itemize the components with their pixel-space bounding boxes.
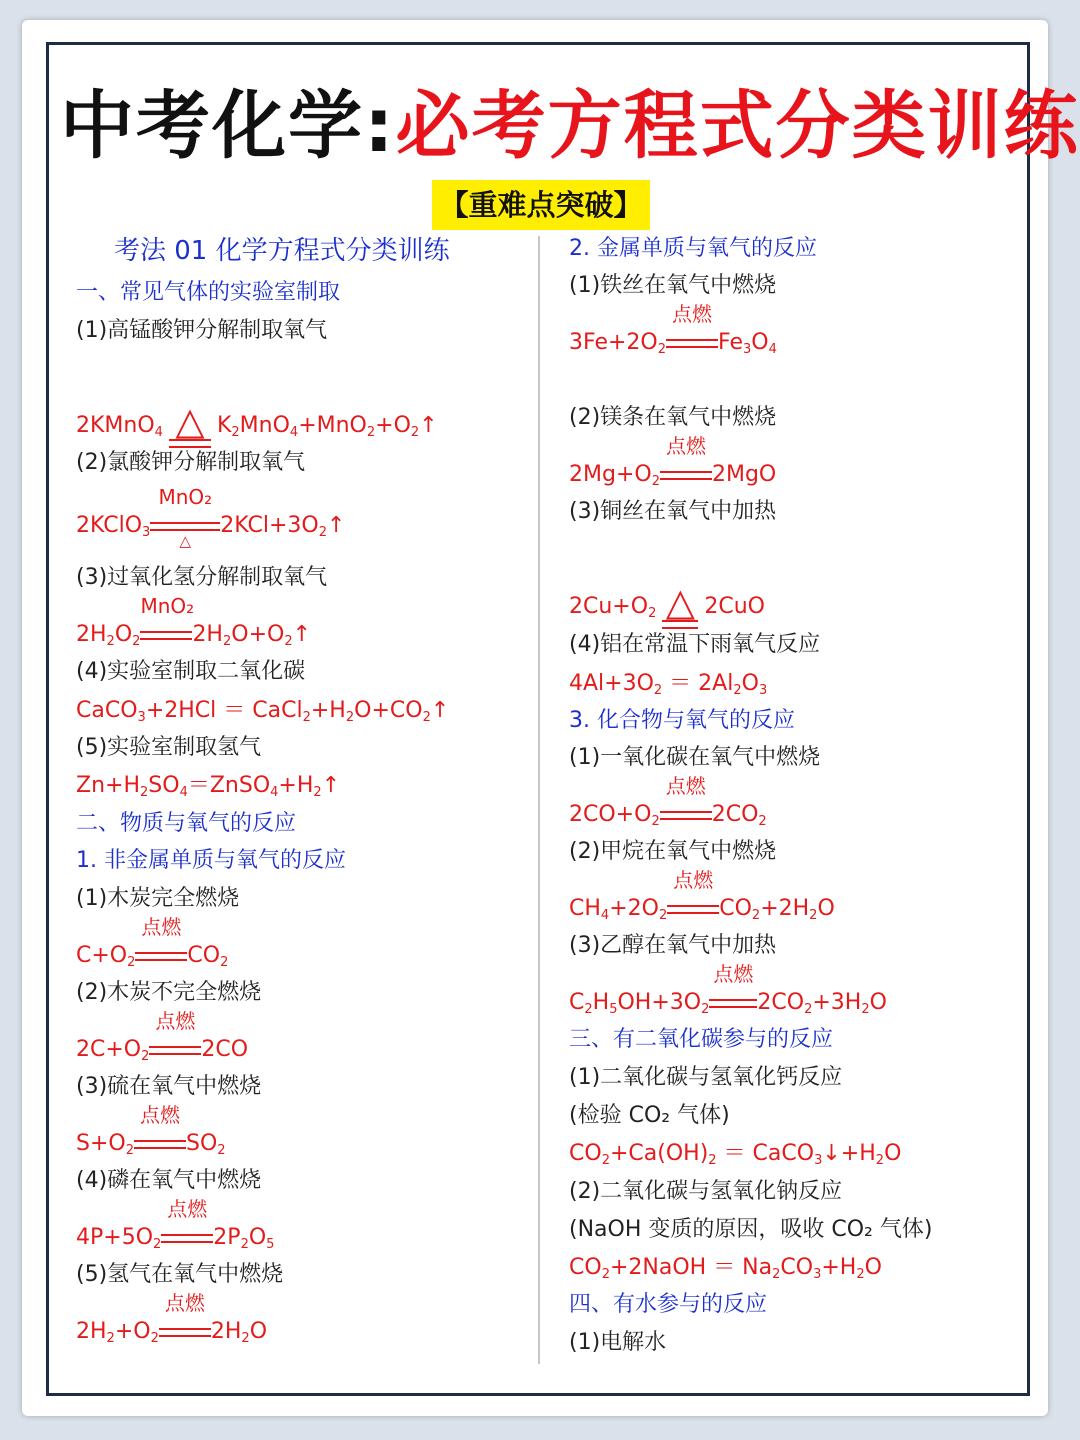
item-kclo3: (2)氯酸钾分解制取氧气 — [76, 450, 306, 475]
equation-c-full: $C+O_2$ 点燃 $CO_2$ — [76, 915, 229, 970]
equation-kmno4: 2KMnO$_4$ △ $K_2MnO_4+MnO_2+O_2↑$ — [76, 405, 438, 448]
subsection-metal: 2. 金属单质与氧气的反应 — [569, 236, 817, 261]
ignite-condition: 点燃 — [666, 328, 718, 358]
equation-h2o2: $2H_2O_2$ MnO₂ $2H_2O+O_2↑$ — [76, 594, 312, 649]
heat-condition: △ — [169, 405, 211, 448]
ignite-condition: 点燃 — [134, 1129, 186, 1159]
equation-zn: $Zn+H_2SO_4=ZnSO_4+H_2↑$ — [76, 773, 341, 800]
heat-condition: △ — [662, 586, 698, 629]
item-s: (3)硫在氧气中燃烧 — [76, 1074, 262, 1099]
equation-mg: $2Mg+O_2$ 点燃 2MgO — [569, 434, 777, 489]
item-c-full: (1)木炭完全燃烧 — [76, 886, 240, 911]
key-points-badge: 【重难点突破】 — [432, 180, 650, 230]
equation-fe: $3Fe+2O_2$ 点燃 $Fe_3O_4$ — [569, 302, 777, 357]
equation-caco3: CaCO$_3$+2HCl ＝ $CaCl_2+H_2O+CO_2↑$ — [76, 698, 450, 725]
column-divider — [538, 236, 540, 1364]
ignite-condition: 点燃 — [667, 894, 719, 924]
item-electrolysis: (1)电解水 — [569, 1330, 667, 1355]
equation-caoh2: $CO_2+Ca(OH)_2$ ＝ $CaCO_3↓+H_2O$ — [569, 1141, 902, 1168]
catalyst-condition: MnO₂ — [140, 620, 192, 650]
equation-s: $S+O_2$ 点燃 $SO_2$ — [76, 1103, 226, 1158]
ignite-condition: 点燃 — [660, 800, 712, 830]
section-2-heading: 二、物质与氧气的反应 — [76, 811, 297, 836]
item-al: (4)铝在常温下雨氧气反应 — [569, 632, 821, 657]
item-caoh2: (1)二氧化碳与氢氧化钙反应 — [569, 1065, 843, 1090]
title-red: 必考方程式分类训练 — [395, 83, 1080, 169]
item-cu: (3)铜丝在氧气中加热 — [569, 499, 777, 524]
item-h2: (5)氢气在氧气中燃烧 — [76, 1262, 284, 1287]
item-ch4: (2)甲烷在氧气中燃烧 — [569, 839, 777, 864]
note-naoh: (NaOH 变质的原因，吸收 CO₂ 气体) — [569, 1217, 933, 1242]
ignite-condition: 点燃 — [135, 941, 187, 971]
item-p: (4)磷在氧气中燃烧 — [76, 1168, 262, 1193]
page-title — [60, 78, 1080, 174]
section-4-heading: 四、有水参与的反应 — [569, 1292, 768, 1317]
item-co: (1)一氧化碳在氧气中燃烧 — [569, 745, 821, 770]
equation-al: $4Al+3O_2 = 2Al_2O_3$ — [569, 671, 768, 698]
item-kmno4: (1)高锰酸钾分解制取氧气 — [76, 318, 328, 343]
equation-c2h5oh: $C_2H_5OH+3O_2$ 点燃 $2CO_2+3H_2O$ — [569, 962, 887, 1017]
ignite-condition: 点燃 — [149, 1035, 201, 1065]
item-naoh: (2)二氧化碳与氢氧化钠反应 — [569, 1179, 843, 1204]
ignite-condition: 点燃 — [660, 460, 712, 490]
equation-p: $4P+5O_2$ 点燃 $2P_2O_5$ — [76, 1197, 275, 1252]
ignite-condition: 点燃 — [709, 988, 757, 1018]
item-co2-lab: (4)实验室制取二氧化碳 — [76, 659, 306, 684]
ignite-condition: 点燃 — [161, 1223, 213, 1253]
section-3-heading: 三、有二氧化碳参与的反应 — [569, 1027, 834, 1052]
equation-naoh: $CO_2+2NaOH = Na_2CO_3+H_2O$ — [569, 1255, 882, 1282]
item-c2h5oh: (3)乙醇在氧气中加热 — [569, 933, 777, 958]
catalyst-condition: MnO₂ △ — [150, 511, 220, 541]
equation-cu: $2Cu+O_2$ △ 2CuO — [569, 586, 765, 629]
equation-co: $2CO+O_2$ 点燃 $2CO_2$ — [569, 774, 767, 829]
kaofa-heading: 考法 01 化学方程式分类训练 — [114, 236, 450, 266]
ignite-condition: 点燃 — [159, 1317, 211, 1347]
equation-kclo3: 2KClO$_3$ MnO₂ △ $2KCl+3O_2↑$ — [76, 485, 346, 550]
subsection-compound: 3. 化合物与氧气的反应 — [569, 708, 795, 733]
item-h2-lab: (5)实验室制取氢气 — [76, 735, 262, 760]
section-1-heading: 一、常见气体的实验室制取 — [76, 280, 341, 305]
equation-c-part: $2C+O_2$ 点燃 2CO — [76, 1009, 249, 1064]
note-test-co2: (检验 CO₂ 气体) — [569, 1103, 730, 1128]
item-fe: (1)铁丝在氧气中燃烧 — [569, 273, 777, 298]
item-c-part: (2)木炭不完全燃烧 — [76, 980, 262, 1005]
title-black: 中考化学: — [60, 83, 396, 169]
item-h2o2: (3)过氧化氢分解制取氧气 — [76, 565, 328, 590]
subsection-nonmetal: 1. 非金属单质与氧气的反应 — [76, 848, 346, 873]
item-mg: (2)镁条在氧气中燃烧 — [569, 405, 777, 430]
equation-h2: $2H_2+O_2$ 点燃 $2H_2O$ — [76, 1291, 268, 1346]
equation-ch4: $CH_4+2O_2$ 点燃 $CO_2+2H_2O$ — [569, 868, 835, 923]
